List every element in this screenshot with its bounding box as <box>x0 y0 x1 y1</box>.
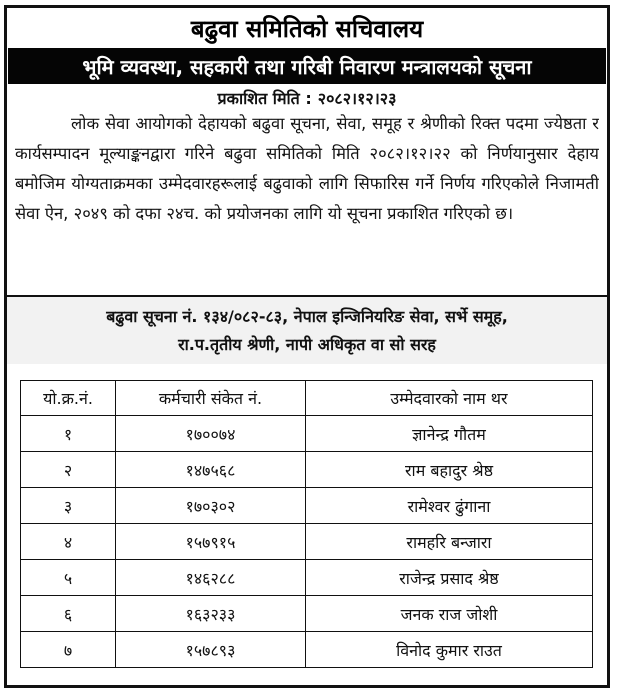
serial-number-cell: ३ <box>21 488 116 524</box>
published-date: २०८२।१२।२३ <box>317 88 397 108</box>
candidate-name-cell: राजेन्द्र प्रसाद श्रेष्ठ <box>306 560 593 596</box>
table-row <box>21 632 593 668</box>
table-row <box>21 596 593 632</box>
employee-code-cell: १७००७४ <box>116 416 306 452</box>
candidate-name-cell: राम बहादुर श्रेष्ठ <box>306 452 593 488</box>
serial-number-cell: ४ <box>21 524 116 560</box>
serial-number-cell: ६ <box>21 596 116 632</box>
employee-code-header: कर्मचारी संकेत नं. <box>116 381 306 416</box>
table-row <box>21 416 593 452</box>
ministry-notice-banner: भूमि व्यवस्था, सहकारी तथा गरिबी निवारण मन्त्रालयको सूचना <box>8 48 606 84</box>
table-row <box>21 560 593 596</box>
serial-number-cell: २ <box>21 452 116 488</box>
employee-code-cell: १६३२३३ <box>116 596 306 632</box>
candidate-name-cell: रामेश्वर ढुंगाना <box>306 488 593 524</box>
office-title: बढुवा समितिको सचिवालय <box>190 14 424 43</box>
serial-number-cell: १ <box>21 416 116 452</box>
promotion-notice-line-2: रा.प.तृतीय श्रेणी, नापी अधिकृत वा सो सरह <box>178 335 436 354</box>
candidate-name-cell: रामहरि बन्जारा <box>306 524 593 560</box>
promotion-notice-heading <box>7 295 607 364</box>
serial-number-cell: ५ <box>21 560 116 596</box>
candidate-name-cell: ज्ञानेन्द्र गौतम <box>306 416 593 452</box>
published-label: प्रकाशित मिति : <box>217 88 312 108</box>
candidate-name-cell: जनक राज जोशी <box>306 596 593 632</box>
serial-number-cell: ७ <box>21 632 116 668</box>
table-row <box>21 452 593 488</box>
employee-code-cell: १७०३०२ <box>116 488 306 524</box>
serial-number-header: यो.क्र.नं. <box>21 381 116 416</box>
table-row <box>21 488 593 524</box>
employee-code-cell: १५७९१५ <box>116 524 306 560</box>
candidate-name-header: उम्मेदवारको नाम थर <box>306 381 593 416</box>
notice-paragraph: लोक सेवा आयोगको देहायको बढुवा सूचना, सेवा, समूह र श्रेणीको रिक्त पदमा ज्येष्ठता र कार्यसम्पादन मूल्याङ्कनद्वारा गरिने बढुवा समितिको मिति २०८२।१२।२२ को निर्णयानुसार देहाय बमोजिम योग्यताक्रमका उम्मेदवारहरूलाई बढुवाको लागि सिफारिस गर्ने निर्णय गरिएकोले निजामती सेवा ऐन, २०४९ को दफा २४च. को प्रयोजनका लागि यो सूचना प्रकाशित गरिएको छ। <box>15 114 599 223</box>
promotion-notice-line-1: बढुवा सूचना नं. १३४/०८२-८३, नेपाल इन्जिनियरिङ सेवा, सर्भे समूह, <box>106 307 508 326</box>
publication-date-line <box>7 86 607 109</box>
candidate-table-wrapper <box>20 380 592 668</box>
candidate-name-cell: विनोद कुमार राउत <box>306 632 593 668</box>
table-row <box>21 524 593 560</box>
employee-code-cell: १५७८९३ <box>116 632 306 668</box>
candidate-table <box>20 380 593 668</box>
table-header-row <box>21 381 593 416</box>
employee-code-cell: १४७५६८ <box>116 452 306 488</box>
employee-code-cell: १४६२८८ <box>116 560 306 596</box>
